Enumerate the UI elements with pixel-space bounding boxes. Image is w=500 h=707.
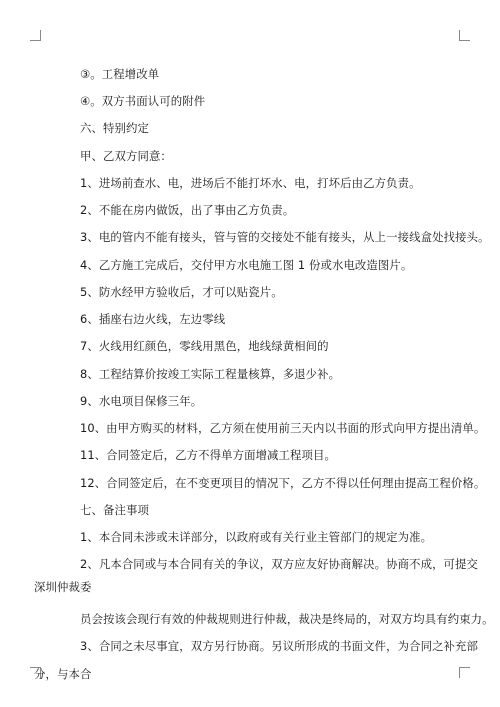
list-item: 11、合同签定后，乙方不得单方面增减工程项目。: [80, 448, 336, 462]
list-item: 7、火线用红颜色，零线用黑色，地线绿黄相间的: [80, 339, 329, 353]
list-item: 1、本合同未涉或未详部分，以政府或有关行业主管部门的规定为准。: [80, 530, 433, 544]
list-item: 4、乙方施工完成后，交付甲方水电施工图 1 份或水电改造图片。: [80, 258, 413, 272]
text-line: 员会按该会现行有效的仲裁规则进行仲裁，裁决是终局的，对双方均具有约束力。: [80, 612, 494, 626]
list-item: 9、水电项目保修三年。: [80, 394, 203, 408]
section-heading: 七、备注事项: [80, 503, 149, 517]
corner-mark-top-right: [459, 30, 470, 41]
section-heading: 六、特别约定: [80, 121, 149, 135]
text-line: 甲、乙双方同意：: [80, 149, 172, 163]
text-line: ③。工程增改单: [80, 67, 160, 81]
list-item: 1、进场前查水、电，进场后不能打坏水、电，打坏后由乙方负责。: [80, 176, 421, 190]
list-item: 10、由甲方购买的材料，乙方须在使用前三天内以书面的形式向甲方提出清单。: [80, 421, 486, 435]
list-item: 3、合同之未尽事宜，双方另行协商。另议所形成的书面文件，为合同之补充部: [80, 639, 479, 653]
list-item: 6、插座右边火线，左边零线: [80, 312, 226, 326]
list-item: 2、不能在房内做饭，出了事由乙方负责。: [80, 203, 295, 217]
corner-mark-bottom-right: [459, 667, 470, 678]
text-line: 分，与本合: [34, 667, 92, 681]
list-item: 3、电的管内不能有接头，管与管的交接处不能有接头，从上一接线盒处找接头。: [80, 230, 490, 244]
list-item: 8、工程结算价按竣工实际工程量核算，多退少补。: [80, 367, 341, 381]
list-item: 12、合同签定后，在不变更项目的情况下，乙方不得以任何理由提高工程价格。: [80, 476, 486, 490]
corner-mark-top-left: [30, 30, 41, 41]
list-item: 5、防水经甲方验收后，才可以贴瓷片。: [80, 285, 283, 299]
list-item: 2、凡本合同或与本合同有关的争议，双方应友好协商解决。协商不成，可提交: [80, 557, 479, 571]
text-line: ④。双方书面认可的附件: [80, 94, 206, 108]
text-line: 深圳仲裁委: [34, 580, 92, 594]
